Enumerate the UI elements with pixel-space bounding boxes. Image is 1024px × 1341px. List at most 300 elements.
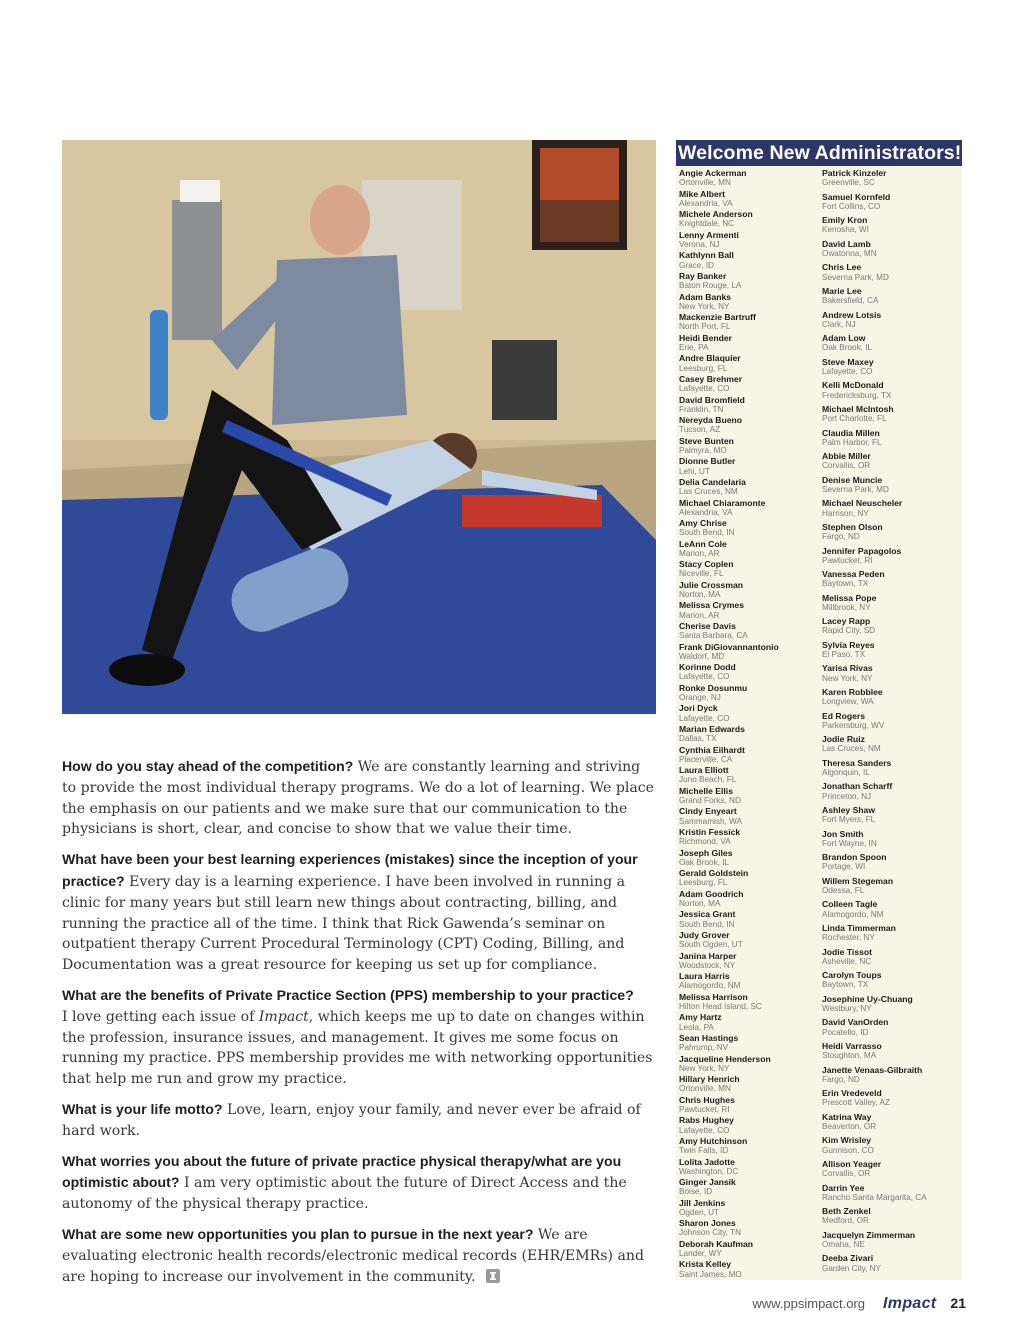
administrator-name: Erin Vredeveld: [822, 1088, 882, 1099]
administrator-entry: [679, 312, 821, 333]
administrator-entry: [822, 758, 964, 782]
administrator-location: Portage, WI: [822, 862, 866, 872]
administrator-entry: [679, 889, 821, 910]
administrator-name: Nereyda Bueno: [679, 415, 743, 426]
administrator-location: Tucson, AZ: [679, 425, 721, 435]
administrator-name: Ashley Shaw: [822, 805, 876, 816]
qa-future-worries: [62, 1151, 656, 1215]
administrator-entry: [679, 930, 821, 951]
administrator-entry: [679, 951, 821, 972]
administrator-location: Alexandria, VA: [679, 507, 733, 517]
administrator-entry: [822, 711, 964, 735]
administrator-entry: [822, 994, 964, 1018]
administrator-location: Twin Falls, ID: [679, 1146, 729, 1156]
administrator-location: Corvallis, OR: [822, 461, 871, 471]
administrator-name: Jonathan Scharff: [822, 781, 893, 792]
administrator-name: Melissa Crymes: [679, 600, 744, 611]
administrator-entry: [679, 518, 821, 539]
administrator-location: Clark, NJ: [822, 319, 856, 329]
administrator-name: Sean Hastings: [679, 1032, 739, 1043]
administrator-entry: [822, 1041, 964, 1065]
administrator-entry: [822, 522, 964, 546]
administrator-name: Heidi Bender: [679, 332, 733, 343]
administrator-location: New York, NY: [679, 301, 730, 311]
administrator-entry: [679, 436, 821, 457]
administrator-location: Kenosha, WI: [822, 225, 869, 235]
administrator-name: Laura Elliott: [679, 765, 729, 776]
administrator-entry: [679, 189, 821, 210]
administrator-name: Laura Harris: [679, 971, 730, 982]
administrator-location: South Ogden, UT: [679, 940, 743, 950]
administrator-name: Joseph Giles: [679, 847, 733, 858]
administrator-name: Chris Hughes: [679, 1094, 735, 1105]
administrator-location: Rochester, NY: [822, 933, 875, 943]
administrator-entry: [822, 262, 964, 286]
administrator-name: Heidi Varrasso: [822, 1040, 882, 1051]
answer: We are evaluating electronic health records/electronic medical records (EHR/EMRs) and are hoping to increase our involvement in the community.: [62, 1226, 644, 1285]
question: What worries you about the future of private practice physical therapy/what are you optimistic about?: [62, 1152, 622, 1191]
administrator-location: Fargo, ND: [822, 532, 860, 542]
administrator-location: Pocatello, ID: [822, 1027, 869, 1037]
administrator-location: Marion, AR: [679, 548, 720, 558]
administrator-location: Waldorf, MD: [679, 651, 725, 661]
administrator-location: Sammamish, WA: [679, 816, 742, 826]
administrator-entry: [679, 168, 821, 189]
administrator-location: Baton Rouge, LA: [679, 281, 742, 291]
administrator-location: North Port, FL: [679, 322, 731, 332]
administrator-location: Millbrook, NY: [822, 602, 871, 612]
administrator-entry: [822, 876, 964, 900]
administrator-location: Las Cruces, NM: [679, 487, 738, 497]
administrator-location: Bakersfield, CA: [822, 296, 879, 306]
website-url: www.ppsimpact.org: [752, 1296, 866, 1311]
administrator-name: Yarisa Rivas: [822, 663, 873, 674]
administrator-name: Ginger Jansik: [679, 1177, 736, 1188]
administrator-name: Rabs Hughey: [679, 1115, 734, 1126]
administrator-name: Darrin Yee: [822, 1182, 865, 1193]
administrator-name: LeAnn Cole: [679, 538, 727, 549]
administrator-location: Lafayette, CO: [679, 384, 730, 394]
administrator-name: Adam Low: [822, 333, 866, 344]
administrator-entry: [822, 781, 964, 805]
administrator-location: Las Cruces, NM: [822, 744, 881, 754]
administrator-location: Prescott Valley, AZ: [822, 1098, 890, 1108]
answer: We are constantly learning and striving to provide the most individual therapy programs. We do a lot of learning. We place the emphasis on our patients and we make sure that our communication to the physicians is short, clear, and concise to show that we value their time.: [62, 759, 654, 838]
administrator-name: Stephen Olson: [822, 521, 883, 532]
administrator-location: Lafayette, CO: [679, 672, 730, 682]
administrator-location: Gunnison, CO: [822, 1145, 874, 1155]
qa-life-motto: [62, 1099, 656, 1142]
administrator-name: Janette Venaas-Gilbraith: [822, 1064, 923, 1075]
administrator-name: Mike Albert: [679, 188, 726, 199]
impact-magazine-title: Impact: [258, 1008, 309, 1025]
administrator-location: Pahrump, NV: [679, 1043, 729, 1053]
administrator-entry: [679, 1177, 821, 1198]
administrator-entry: [822, 333, 964, 357]
administrator-location: Santa Barbara, CA: [679, 631, 748, 641]
administrator-location: Leesburg, FL: [679, 878, 728, 888]
administrator-location: Ortonville, MN: [679, 1084, 731, 1094]
administrator-entry: [679, 621, 821, 642]
administrator-entry: [679, 1259, 821, 1280]
administrator-entry: [822, 687, 964, 711]
administrator-name: Michael Neuscheler: [822, 498, 903, 509]
administrator-entry: [822, 286, 964, 310]
administrator-location: Verona, NJ: [679, 239, 720, 249]
administrator-entry: [822, 380, 964, 404]
administrator-location: El Paso, TX: [822, 650, 866, 660]
qa-competition: [62, 756, 656, 840]
administrator-name: Steve Maxey: [822, 356, 874, 367]
administrator-location: Severna Park, MD: [822, 484, 889, 494]
administrator-entry: [679, 250, 821, 271]
administrator-entry: [679, 539, 821, 560]
administrator-location: Grace, ID: [679, 260, 715, 270]
question: What are the benefits of Private Practice Section (PPS) membership to your practice?: [62, 986, 634, 1003]
administrator-location: Owatonna, MN: [822, 248, 877, 258]
administrator-entry: [679, 1012, 821, 1033]
administrator-name: Dionne Butler: [679, 456, 736, 467]
administrator-location: Westbury, NY: [822, 1003, 872, 1013]
administrator-entry: [679, 909, 821, 930]
administrator-name: Cynthia Eilhardt: [679, 744, 745, 755]
administrator-entry: [679, 292, 821, 313]
administrator-entry: [822, 1206, 964, 1230]
administrator-name: Michael McIntosh: [822, 403, 894, 414]
administrator-entry: [822, 404, 964, 428]
administrator-location: Grand Forks, ND: [679, 796, 741, 806]
administrator-entry: [679, 1033, 821, 1054]
administrator-entry: [679, 333, 821, 354]
administrator-location: Severna Park, MD: [822, 272, 889, 282]
administrator-location: Placerville, CA: [679, 754, 733, 764]
administrator-name: Stacy Coplen: [679, 559, 734, 570]
administrator-name: Kim Wrisley: [822, 1135, 872, 1146]
administrator-location: Greenville, SC: [822, 178, 875, 188]
administrator-entry: [822, 1135, 964, 1159]
question: What is your life motto?: [62, 1100, 223, 1117]
administrator-entry: [822, 428, 964, 452]
administrator-location: Fort Collins, CO: [822, 201, 881, 211]
administrator-entry: [822, 829, 964, 853]
administrator-name: Emily Kron: [822, 215, 868, 226]
administrator-name: Amy Hartz: [679, 1012, 722, 1023]
administrator-entry: [822, 1017, 964, 1041]
administrator-entry: [822, 663, 964, 687]
administrator-entry: [679, 786, 821, 807]
administrator-name: Jodie Tissot: [822, 946, 872, 957]
new-administrators-sidebar: [676, 140, 962, 1280]
sidebar-title: Welcome New Administrators!: [678, 142, 962, 164]
administrator-name: Sylvia Reyes: [822, 639, 875, 650]
administrator-name: Colleen Tagle: [822, 899, 878, 910]
administrator-name: Korinne Dodd: [679, 662, 736, 673]
administrator-location: Longview, WA: [822, 697, 874, 707]
answer-end: , which keeps me up to date on changes within the profession, insurance issues, and management. It gives me some focus on running my practice. PPS membership provides me with networking opportunities that help me run and grow my practice.: [62, 1008, 653, 1088]
administrator-entry: [679, 1074, 821, 1095]
administrator-location: Port Charlotte, FL: [822, 414, 887, 424]
administrator-location: Hilton Head Island, SC: [679, 1001, 762, 1011]
administrator-entry: [822, 451, 964, 475]
administrator-name: Casey Brehmer: [679, 373, 743, 384]
administrator-entry: [679, 498, 821, 519]
administrator-name: Theresa Sanders: [822, 757, 892, 768]
administrator-name: Beth Zenkel: [822, 1206, 871, 1217]
administrator-location: Knightdale, NC: [679, 219, 735, 229]
administrator-name: Julie Crossman: [679, 579, 743, 590]
question: How do you stay ahead of the competition?: [62, 758, 354, 774]
administrator-name: Jacqueline Henderson: [679, 1053, 771, 1064]
administrator-location: Washington, DC: [679, 1166, 739, 1176]
administrator-name: Melissa Harrison: [679, 991, 748, 1002]
administrator-location: Palmyra, MO: [679, 445, 727, 455]
administrator-location: Parkersburg, WV: [822, 720, 885, 730]
qa-new-opportunities: [62, 1224, 656, 1287]
administrator-location: Medford, OR: [822, 1216, 869, 1226]
administrator-entry: [822, 498, 964, 522]
administrator-entry: [679, 456, 821, 477]
administrator-entry: [679, 580, 821, 601]
administrator-location: South Bend, IN: [679, 919, 735, 929]
administrator-location: Johnson City, TN: [679, 1228, 742, 1238]
administrator-entry: [679, 230, 821, 251]
administrator-name: Steve Bunten: [679, 435, 734, 446]
administrator-name: Melissa Pope: [822, 592, 877, 603]
administrator-name: Mackenzie Bartruff: [679, 312, 756, 323]
administrator-name: Andrew Lotsis: [822, 309, 882, 320]
administrator-entry: [679, 374, 821, 395]
administrator-name: Ed Rogers: [822, 710, 865, 721]
administrator-entry: [822, 947, 964, 971]
administrator-entry: [822, 1230, 964, 1254]
administrator-entry: [679, 209, 821, 230]
administrator-location: Ortonville, MN: [679, 178, 731, 188]
administrator-entry: [822, 970, 964, 994]
administrator-name: Abbie Miller: [822, 451, 871, 462]
administrator-name: Willem Stegeman: [822, 875, 894, 886]
administrator-entry: [822, 640, 964, 664]
administrator-name: Jessica Grant: [679, 909, 736, 920]
administrator-location: Saint James, MO: [679, 1269, 742, 1279]
administrator-entry: [822, 168, 964, 192]
administrator-name: Allison Yeager: [822, 1158, 882, 1169]
administrator-entry: [679, 1054, 821, 1075]
administrator-location: Dallas, TX: [679, 734, 717, 744]
administrator-location: Odessa, FL: [822, 886, 865, 896]
administrator-location: Beaverton, OR: [822, 1121, 877, 1131]
administrator-location: Leesburg, FL: [679, 363, 728, 373]
administrator-entry: [822, 475, 964, 499]
administrator-entry: [679, 271, 821, 292]
administrator-entry: [822, 357, 964, 381]
administrator-name: Carolyn Toups: [822, 970, 882, 981]
administrator-name: Marian Edwards: [679, 724, 745, 735]
administrator-entry: [822, 1159, 964, 1183]
administrator-entry: [679, 1218, 821, 1239]
administrator-location: Harrison, NY: [822, 508, 869, 518]
administrator-entry: [679, 765, 821, 786]
administrator-name: Brandon Spoon: [822, 852, 887, 863]
administrator-location: Corvallis, OR: [822, 1169, 871, 1179]
administrator-entry: [679, 1198, 821, 1219]
question: What are some new opportunities you plan to pursue in the next year?: [62, 1225, 534, 1242]
administrator-entry: [679, 1157, 821, 1178]
administrator-location: Marion, AR: [679, 610, 720, 620]
administrator-location: Fort Wayne, IN: [822, 838, 877, 848]
page-number: 21: [950, 1295, 966, 1311]
administrator-name: Kathlynn Ball: [679, 250, 734, 261]
administrator-entry: [822, 899, 964, 923]
administrator-name: Jon Smith: [822, 828, 864, 839]
administrator-name: Adam Banks: [679, 291, 732, 302]
answer-start: I love getting each issue of: [62, 1008, 255, 1025]
administrator-name: Vanessa Peden: [822, 569, 885, 580]
administrator-entry: [679, 1095, 821, 1116]
administrator-entry: [822, 569, 964, 593]
administrator-entry: [679, 1115, 821, 1136]
administrator-name: Cherise Davis: [679, 621, 736, 632]
administrator-entry: [679, 415, 821, 436]
administrator-location: Algonquin, IL: [822, 768, 870, 778]
administrator-location: Omaha, NE: [822, 1239, 865, 1249]
administrator-name: David VanOrden: [822, 1017, 889, 1028]
administrator-name: Kristin Fessick: [679, 827, 741, 837]
administrator-name: Gerald Goldstein: [679, 868, 749, 879]
administrator-entry: [679, 848, 821, 869]
qa-pps-benefits: [62, 985, 656, 1090]
administrator-name: Jill Jenkins: [679, 1197, 726, 1208]
administrator-name: Lacey Rapp: [822, 616, 871, 627]
administrator-name: Samuel Kornfeld: [822, 191, 891, 202]
administrator-location: Oak Brook, IL: [679, 857, 730, 867]
administrator-name: Janina Harper: [679, 950, 737, 961]
administrator-name: Krista Kelley: [679, 1259, 732, 1270]
end-mark-icon: [486, 1269, 500, 1283]
administrator-entry: [679, 1136, 821, 1157]
administrator-name: Ray Banker: [679, 270, 727, 281]
administrator-name: David Lamb: [822, 238, 871, 249]
administrator-location: Pawtucket, RI: [679, 1104, 730, 1114]
administrator-location: Fredericksburg, TX: [822, 390, 892, 400]
question: What have been your best learning experiences (mistakes) since the inception of your practice?: [62, 851, 638, 889]
administrator-name: David Bromfield: [679, 394, 745, 405]
administrator-name: Judy Grover: [679, 929, 730, 940]
administrator-entry: [822, 1065, 964, 1089]
administrator-location: Lander, WY: [679, 1249, 722, 1259]
administrator-location: Niceville, FL: [679, 569, 724, 579]
therapy-photo: [62, 140, 656, 714]
administrator-location: Princeton, NJ: [822, 791, 872, 801]
administrator-name: Sharon Jones: [679, 1218, 736, 1229]
administrator-entry: [822, 805, 964, 829]
administrator-location: Lafayette, CO: [822, 366, 873, 376]
administrator-location: Palm Harbor, FL: [822, 437, 882, 447]
administrator-name: Michelle Ellis: [679, 785, 733, 796]
administrator-location: New York, NY: [822, 673, 873, 683]
administrator-location: Baytown, TX: [822, 980, 869, 990]
administrator-location: Garden City, NY: [822, 1263, 881, 1273]
administrator-entry: [679, 868, 821, 889]
administrator-entry: [822, 1183, 964, 1207]
administrator-entry: [822, 192, 964, 216]
administrator-location: Lafayette, CO: [679, 1125, 730, 1135]
administrator-entry: [822, 616, 964, 640]
administrator-name: Cindy Enyeart: [679, 806, 737, 817]
administrator-location: Ogden, UT: [679, 1207, 720, 1217]
administrator-name: Claudia Millen: [822, 427, 880, 438]
administrator-entry: [822, 310, 964, 334]
administrator-name: Angie Ackerman: [679, 168, 747, 178]
administrator-location: Alamogordo, NM: [822, 909, 884, 919]
administrator-location: Fort Myers, FL: [822, 815, 876, 825]
administrator-name: Josephine Uy-Chuang: [822, 993, 913, 1004]
administrator-name: Deborah Kaufman: [679, 1238, 754, 1249]
administrator-location: Oak Brook, IL: [822, 343, 873, 353]
administrator-name: Andre Blaquier: [679, 353, 741, 364]
answer: I am very optimistic about the future of Direct Access and the autonomy of the physical therapy practice.: [62, 1175, 627, 1213]
administrator-entry: [679, 642, 821, 663]
administrator-name: Patrick Kinzeler: [822, 168, 887, 178]
administrator-location: Woodstock, NY: [679, 960, 736, 970]
administrator-name: Chris Lee: [822, 262, 862, 273]
administrator-location: Fargo, ND: [822, 1074, 860, 1084]
administrator-entry: [822, 546, 964, 570]
administrator-name: Jennifer Papagolos: [822, 545, 902, 556]
administrator-entry: [822, 923, 964, 947]
administrator-entry: [822, 1112, 964, 1136]
answer: Love, learn, enjoy your family, and never ever be afraid of hard work.: [62, 1101, 641, 1139]
administrator-entry: [822, 215, 964, 239]
administrator-entry: [822, 852, 964, 876]
administrator-location: Juno Beach, FL: [679, 775, 737, 785]
administrator-entry: [679, 395, 821, 416]
administrators-column-left: [679, 168, 821, 1280]
administrator-location: Alamogordo, NM: [679, 981, 741, 991]
administrator-location: Rancho Santa Margarita, CA: [822, 1192, 927, 1202]
administrator-entry: [822, 593, 964, 617]
administrator-name: Hillary Henrich: [679, 1074, 740, 1085]
administrator-entry: [679, 971, 821, 992]
administrator-location: Boise, ID: [679, 1187, 713, 1197]
administrator-location: South Bend, IN: [679, 528, 735, 538]
administrator-name: Lenny Armenti: [679, 229, 739, 240]
administrator-name: Frank DiGiovannantonio: [679, 641, 779, 652]
administrator-name: Michele Anderson: [679, 209, 753, 220]
administrator-entry: [679, 724, 821, 745]
administrator-entry: [679, 1239, 821, 1260]
administrator-name: Linda Timmerman: [822, 923, 896, 933]
administrator-name: Adam Goodrich: [679, 888, 744, 899]
administrator-location: Stoughton, MA: [822, 1051, 877, 1061]
administrator-name: Jodie Ruiz: [822, 734, 865, 745]
administrators-column-right: [822, 168, 964, 1277]
answer: Every day is a learning experience. I have been involved in running a clinic for many years but still learn new things about contracting, billing, and running the practice all of the time. I think that Rick Gawenda’s seminar on outpatient therapy Current Procedural Terminology (CPT) Coding, Billing, and Documentation was a great resource for keeping us set up for compliance.: [62, 873, 625, 974]
administrator-location: Alexandria, VA: [679, 198, 733, 208]
administrator-entry: [679, 662, 821, 683]
administrator-name: Katrina Way: [822, 1111, 872, 1122]
administrator-name: Denise Muncie: [822, 474, 883, 485]
impact-logo: Impact: [883, 1295, 937, 1312]
administrator-name: Jacquelyn Zimmerman: [822, 1229, 916, 1240]
administrator-entry: [822, 1253, 964, 1277]
administrator-location: Leola, PA: [679, 1022, 714, 1032]
administrator-entry: [679, 353, 821, 374]
qa-learning-experiences: [62, 849, 656, 976]
administrator-name: Michael Chiaramonte: [679, 497, 766, 508]
interview-article: [62, 756, 656, 1296]
administrator-location: Erie, PA: [679, 342, 709, 352]
administrator-entry: [679, 745, 821, 766]
